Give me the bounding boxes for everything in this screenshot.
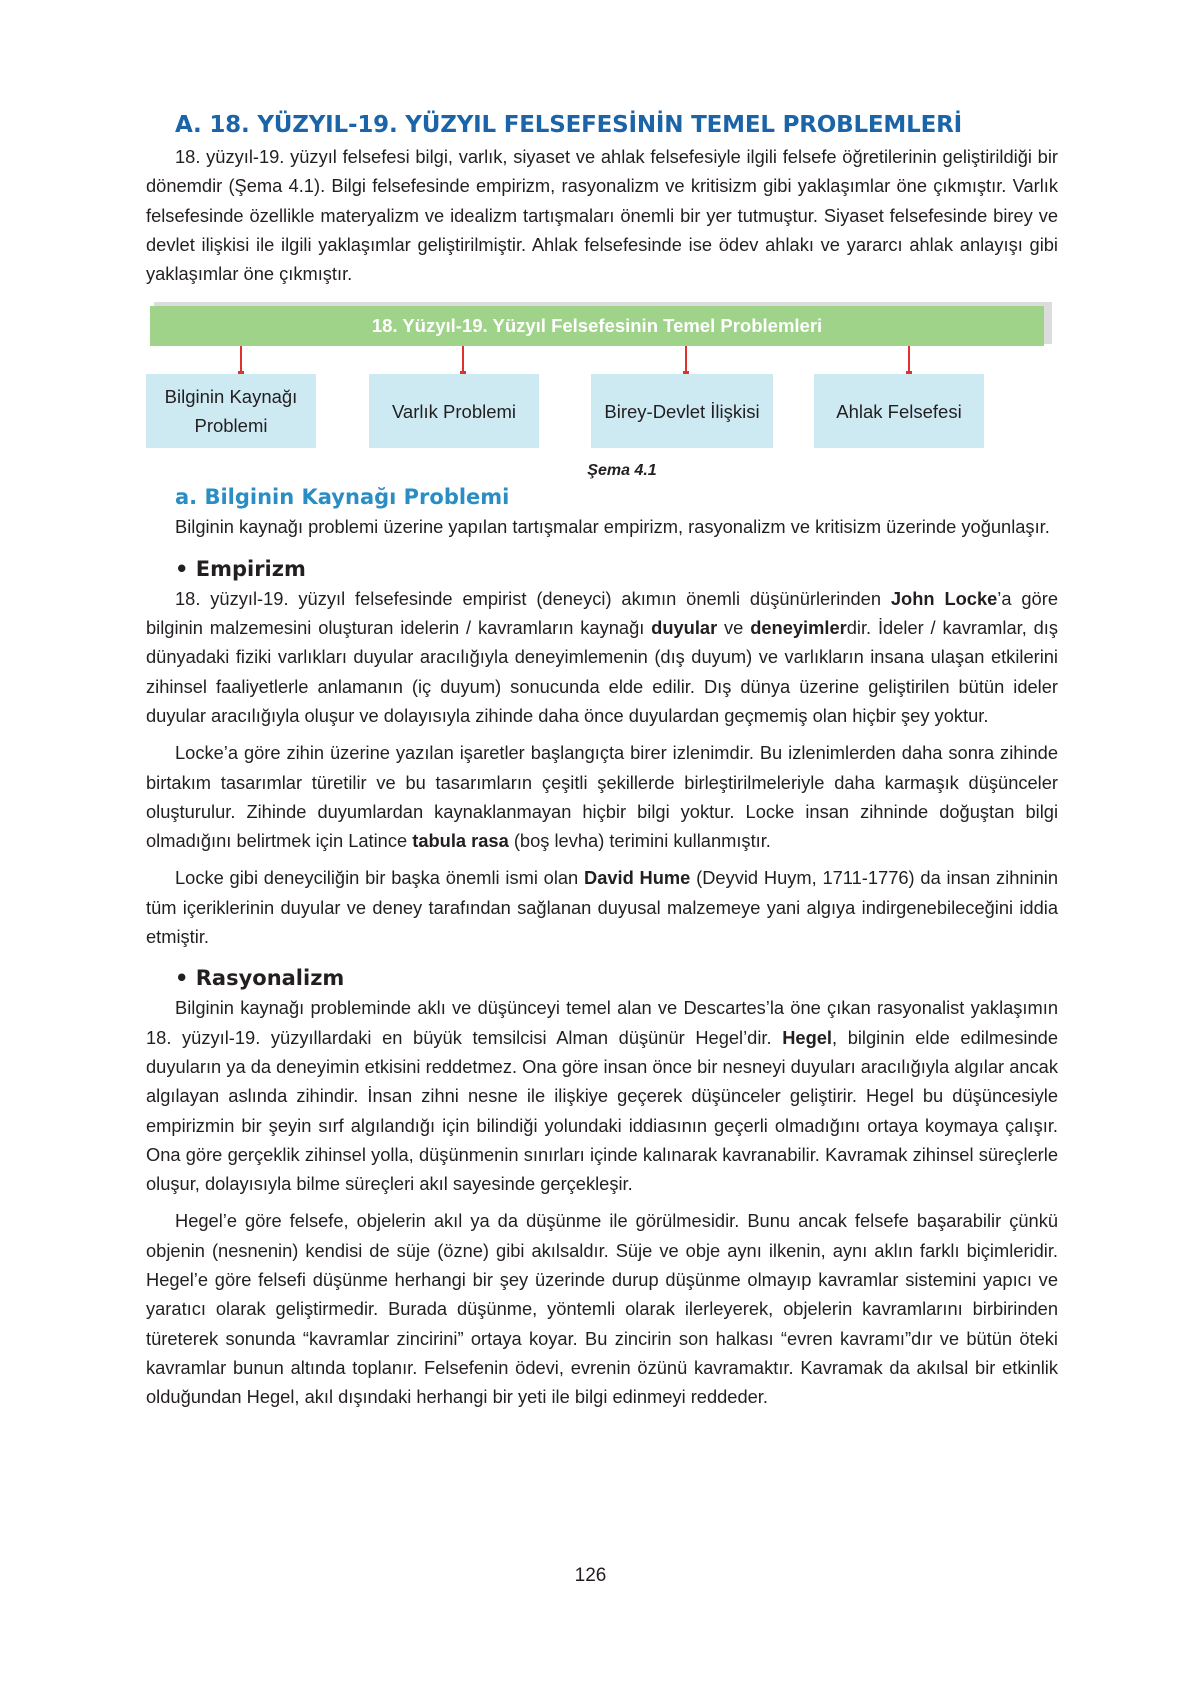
diagram-box-bilgi bbox=[146, 374, 316, 448]
intro-paragraph: 18. yüzyıl-19. yüzyıl felsefesi bilgi, varlık, siyaset ve ahlak felsefesiyle ilgili felsefe öğretilerinin geliştirildiği bir dönemdir (Şema 4.1). Bilgi felsefesinde empirizm, rasyonalizm ve kritisizm gibi yaklaşımlar öne çıkmıştır. Varlık felsefesinde özellikle materyalizm ve idealizm tartışmaları önemli bir yer tutmuştur. Siyaset felsefesinde birey ve devlet ilişkisi ile ilgili yaklaşımlar geliştirilmiştir. Ahlak felsefesinde ise ödev ahlakı ve yararcı ahlak anlayışı gibi yaklaşımlar öne çıkmıştır. bbox=[146, 146, 1058, 285]
diagram-box-label: Bilginin Kaynağı bbox=[164, 386, 298, 408]
schema-diagram bbox=[146, 302, 1058, 462]
diagram-connector bbox=[462, 346, 464, 374]
bold-term: Hegel bbox=[782, 1026, 832, 1048]
diagram-box-ahlak bbox=[814, 374, 984, 448]
diagram-box-birey-devlet bbox=[591, 374, 773, 448]
diagram-connector bbox=[240, 346, 242, 374]
page-content bbox=[146, 108, 1058, 1412]
bold-term: David Hume bbox=[584, 867, 691, 889]
empirizm-paragraph-3 bbox=[146, 863, 1058, 951]
text-run: dir. İdeler / kavramlar, dış dünyadaki fiziki varlıkları duyular aracılığıyla deneyimlemenin (dış duyum) ve varlıkların insana ulaşan etkilerini zihinsel faaliyetlerle anlamanın (iç duyum) sonucunda elde edilir. Dış dünya üzerine geliştirilen bütün ideler duyular aracılığıyla oluşur ve dolayısıyla zihinde daha önce duyulardan geçmemiş olan hiçbir şey yoktur. bbox=[146, 617, 1059, 726]
diagram-box-label: Ahlak Felsefesi bbox=[836, 400, 962, 422]
diagram-connector bbox=[908, 346, 910, 374]
subsection-title-empirizm: • Empirizm bbox=[175, 556, 306, 581]
bold-term: deneyimler bbox=[750, 617, 847, 639]
page-number: 126 bbox=[574, 1565, 607, 1586]
section-intro: Bilginin kaynağı problemi üzerine yapılan tartışmalar empirizm, rasyonalizm ve kritisizm üzerinde yoğunlaşır. bbox=[175, 516, 1050, 538]
text-run: (Deyvid Huym, 1711-1776) da insan zihninin tüm içeriklerinin duyular ve deney tarafından sağlanan duyusal malzemeye yani algıya indirgenebileceğini iddia etmiştir. bbox=[146, 867, 1058, 948]
text-run: , bilginin elde edilmesinde duyuların ya da deneyimin etkisini reddetmez. Ona göre insan önce bir nesneyi duyuları aracılığıyla algılar ancak algılayan aslında zihindir. İnsan zihni nesne ile ilişkiye geçerek düşünceler geliştirir. Hegel bu düşüncesiyle empirizmin bir şeyin sırf algılandığı için bilindiği yolundaki iddiasının geçerli olmadığını ortaya koymaya çalışır. Ona göre gerçeklik zihinsel yolla, düşünmenin sınırları içinde kalınarak kavranabilir. Kavramak zihinsel süreçlerle oluşur, dolayısıyla bilme süreçleri akıl sayesinde gerçekleşir. bbox=[146, 1026, 1058, 1195]
bold-term: duyular bbox=[651, 617, 718, 639]
text-run: (boş levha) terimini kullanmıştır. bbox=[508, 830, 771, 852]
page-heading: A. 18. YÜZYIL-19. YÜZYIL FELSEFESİNİN TEMEL PROBLEMLERİ bbox=[175, 112, 962, 138]
diagram-box-label: Varlık Problemi bbox=[391, 400, 517, 422]
text-run: Locke’a göre zihin üzerine yazılan işaretler başlangıçta birer izlenimdir. Bu izlenimlerden daha sonra zihinde birtakım tasarımlar türetilir ve bu tasarımların çeşitli şekillerde birleştirilmeleriyle daha karmaşık düşünceler oluşturulur. Zihinde duyumlardan kaynaklanmayan hiçbir bilgi yoktur. Locke insan zihninde doğuştan bilgi olmadığını belirtmek için Latince bbox=[146, 742, 1058, 852]
diagram-box-varlik bbox=[369, 374, 539, 448]
empirizm-paragraph-2 bbox=[146, 738, 1058, 855]
text-run: ve bbox=[717, 617, 751, 639]
subsection-title-rasyonalizm: • Rasyonalizm bbox=[175, 966, 345, 991]
diagram-caption: Şema 4.1 bbox=[587, 462, 657, 480]
text-run: Locke gibi deneyciliğin bir başka önemli ismi olan bbox=[175, 867, 584, 889]
text-run: 18. yüzyıl-19. yüzyıl felsefesinde empirist (deneyci) akımın önemli düşünürlerinden bbox=[175, 587, 891, 609]
text-run: ’a göre bilginin malzemesini oluşturan idelerin / kavramların kaynağı bbox=[146, 587, 1058, 639]
text-run: Bilginin kaynağı probleminde aklı ve düşünceyi temel alan ve Descartes’la öne çıkan rasyonalist yaklaşımın 18. yüzyıl-19. yüzyıllardaki en büyük temsilcisi Alman düşünür Hegel’dir. bbox=[146, 997, 1058, 1048]
empirizm-paragraph-1 bbox=[146, 584, 1058, 730]
diagram-box-label: Birey-Devlet İlişkisi bbox=[604, 400, 760, 422]
rasyonalizm-paragraph-2: Hegel’e göre felsefe, objelerin akıl ya da düşünme ile görülmesidir. Bunu ancak felsefe başarabilir çünkü objenin (nesnenin) kendisi de süje (özne) gibi akılsaldır. Süje ve obje aynı ilkenin, aynı aklın farklı biçimleridir. Hegel’e göre felsefi düşünme herhangi bir şey üzerinde durup düşünme olmayıp kavramlar sistemini yapıcı ve yaratıcı olarak geliştirmedir. Burada düşünme, yöntemli olarak ilerleyerek, objelerin kavramlarını birbirinden türeterek sonunda “kavramlar zincirini” ortaya koyar. Bu zincirin son halkası “evren kavramı”dır ve bütün öteki kavramlar bunun altında toplanır. Felsefenin ödevi, evrenin özünü kavramaktır. Kavramak da akılsal bir etkinlik olduğundan Hegel, akıl dışındaki herhangi bir yeti ile bilgi edinmeyi reddeder. bbox=[146, 1210, 1058, 1408]
diagram-connector bbox=[685, 346, 687, 374]
bold-term: tabula rasa bbox=[412, 830, 509, 852]
rasyonalizm-paragraph-1 bbox=[146, 993, 1058, 1198]
section-title-bilgi: a. Bilginin Kaynağı Problemi bbox=[175, 485, 510, 510]
diagram-title-bar: 18. Yüzyıl-19. Yüzyıl Felsefesinin Temel Problemleri bbox=[150, 306, 1044, 346]
diagram-box-label: Problemi bbox=[194, 415, 268, 437]
bold-term: John Locke bbox=[890, 587, 998, 609]
